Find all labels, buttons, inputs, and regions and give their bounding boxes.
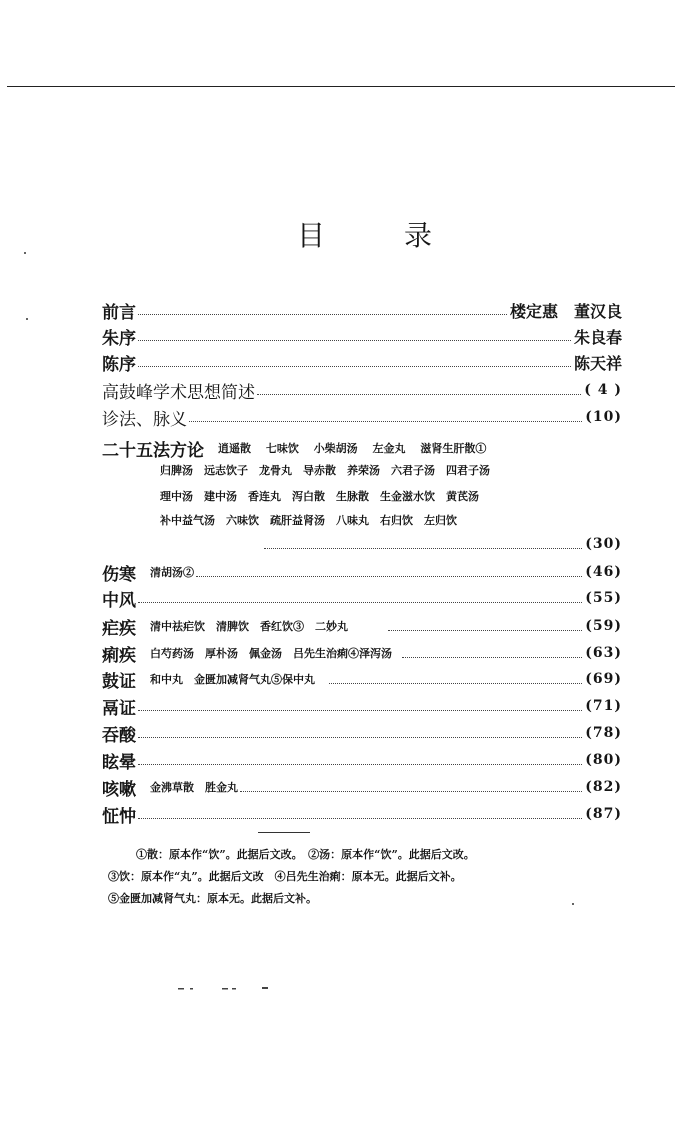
toc-entry-zhengchong: 怔忡 (87) [102, 806, 622, 827]
toc-entry-shanghan: 伤寒 清胡汤② (46) [102, 564, 622, 585]
dot-leader [257, 394, 581, 395]
footnote-rule [258, 832, 310, 833]
toc-entry-zhu-preface: 朱序 朱良春 [102, 324, 622, 348]
dot-leader [264, 548, 582, 549]
formula-line-2 [160, 462, 490, 478]
toc-page: (82) [585, 779, 622, 795]
dot-leader [138, 818, 582, 819]
dot-leader [196, 576, 582, 577]
formula-name: 左归饮 [424, 514, 457, 527]
formula-name: 养荣汤 [347, 464, 380, 477]
toc-entry-25-methods: 二十五法方论 逍遥散 七味饮 小柴胡汤 左金丸 滋肾生肝散① [102, 440, 487, 461]
toc-page: (55) [585, 590, 622, 606]
toc-entry-tunsuan: 吞酸 (78) [102, 725, 622, 746]
toc-entry-guzheng: 鼓证 和中丸 金匮加减肾气丸⑤保中丸 (69) [102, 671, 622, 692]
formula-line-3 [160, 488, 479, 504]
toc-page: (59) [585, 618, 622, 634]
dot-leader [138, 764, 582, 765]
formula-name: 建中汤 [204, 490, 237, 503]
toc-author: 朱良春 [573, 327, 622, 347]
dot-leader [240, 791, 582, 792]
dot-leader [189, 421, 582, 422]
dot-leader [138, 340, 571, 341]
toc-page: (10) [585, 409, 622, 425]
toc-entry-kesou: 咳嗽 金沸草散 胜金丸 (82) [102, 779, 622, 800]
toc-author: 陈天祥 [573, 353, 622, 373]
formula-name: 滋肾生肝散① [420, 442, 487, 455]
toc-entry-gezheng: 鬲证 (71) [102, 698, 622, 719]
formula-line-4 [160, 512, 457, 528]
formula-name: 六君子汤 [391, 464, 435, 477]
toc-entry-xuanyun: 眩晕 (80) [102, 752, 622, 773]
formula-name: 八味丸 [336, 514, 369, 527]
footnote-line-2: ③饮：原本作“丸”。此据后文改 ④吕先生治痢：原本无。此据后文补。 [108, 870, 462, 883]
formula-name: 生金滋水饮 [380, 490, 435, 503]
formula-name: 香连丸 [248, 490, 281, 503]
scan-mark-dashes [176, 985, 286, 993]
formula-name: 补中益气汤 [160, 514, 215, 527]
footnote-line-3: ⑤金匮加减肾气丸：原本无。此据后文补。 [108, 892, 317, 905]
toc-page: (71) [585, 698, 622, 714]
title-char-2: 录 [404, 219, 433, 252]
toc-page: (69) [585, 671, 622, 687]
dot-leader [138, 737, 582, 738]
formula-name: 泻白散 [292, 490, 325, 503]
toc-author: 楼定惠 董汉良 [509, 301, 622, 321]
dot-leader [402, 657, 582, 658]
dot-leader [388, 630, 582, 631]
toc-entry-liji: 痢疾 白芍药汤 厚朴汤 佩金汤 吕先生治痢④泽泻汤 (63) [102, 645, 622, 666]
toc-page: (30) [585, 536, 622, 552]
dot-leader [138, 710, 582, 711]
formula-name: 疏肝益肾汤 [270, 514, 325, 527]
toc-page: ( 4 ) [584, 382, 622, 398]
dot-leader [138, 602, 582, 603]
toc-page: (87) [585, 806, 622, 822]
toc-page: (78) [585, 725, 622, 741]
footnote-line-1: ①散：原本作“饮”。此据后文改。 ②汤：原本作“饮”。此据后文改。 [136, 848, 475, 861]
toc-entry-preface: 前言 楼定惠 董汉良 [102, 298, 622, 322]
formula-name: 理中汤 [160, 490, 193, 503]
formula-name: 逍遥散 [218, 442, 251, 455]
dot-leader [138, 366, 571, 367]
toc-entry-25-methods-page [262, 532, 622, 556]
dot-leader [329, 683, 582, 684]
toc-entry-diagnosis: 诊法、脉义 (10) [102, 409, 622, 430]
toc-page: (46) [585, 564, 622, 580]
formula-name: 小柴胡汤 [313, 442, 358, 455]
formula-name: 四君子汤 [446, 464, 490, 477]
formula-name: 远志饮子 [204, 464, 248, 477]
formula-name: 左金丸 [372, 442, 406, 455]
toc-entry-chen-preface: 陈序 陈天祥 [102, 350, 622, 374]
formula-line-1 [218, 440, 486, 456]
toc-entry-overview: 高鼓峰学术思想简述 ( 4 ) [102, 382, 622, 403]
dot-leader [138, 314, 507, 315]
top-rule [7, 86, 675, 87]
formula-name: 右归饮 [380, 514, 413, 527]
toc-entry-nueji: 疟疾 清中祛疟饮 清脾饮 香红饮③ 二妙丸 (59) [102, 618, 622, 639]
formula-name: 导赤散 [303, 464, 336, 477]
formula-name: 六味饮 [226, 514, 259, 527]
scan-marks [176, 985, 286, 996]
formula-name: 黄芪汤 [446, 490, 479, 503]
title-char-1: 目 [297, 219, 326, 252]
formula-name: 归脾汤 [160, 464, 193, 477]
formula-name: 龙骨丸 [259, 464, 292, 477]
toc-page: (80) [585, 752, 622, 768]
toc-entry-zhongfeng: 中风 (55) [102, 590, 622, 611]
formula-name: 七味饮 [265, 442, 299, 455]
scan-speck [26, 318, 28, 320]
toc-page: (63) [585, 645, 622, 661]
formula-name: 生脉散 [336, 490, 369, 503]
scan-speck [572, 903, 574, 905]
scan-speck [24, 252, 26, 254]
